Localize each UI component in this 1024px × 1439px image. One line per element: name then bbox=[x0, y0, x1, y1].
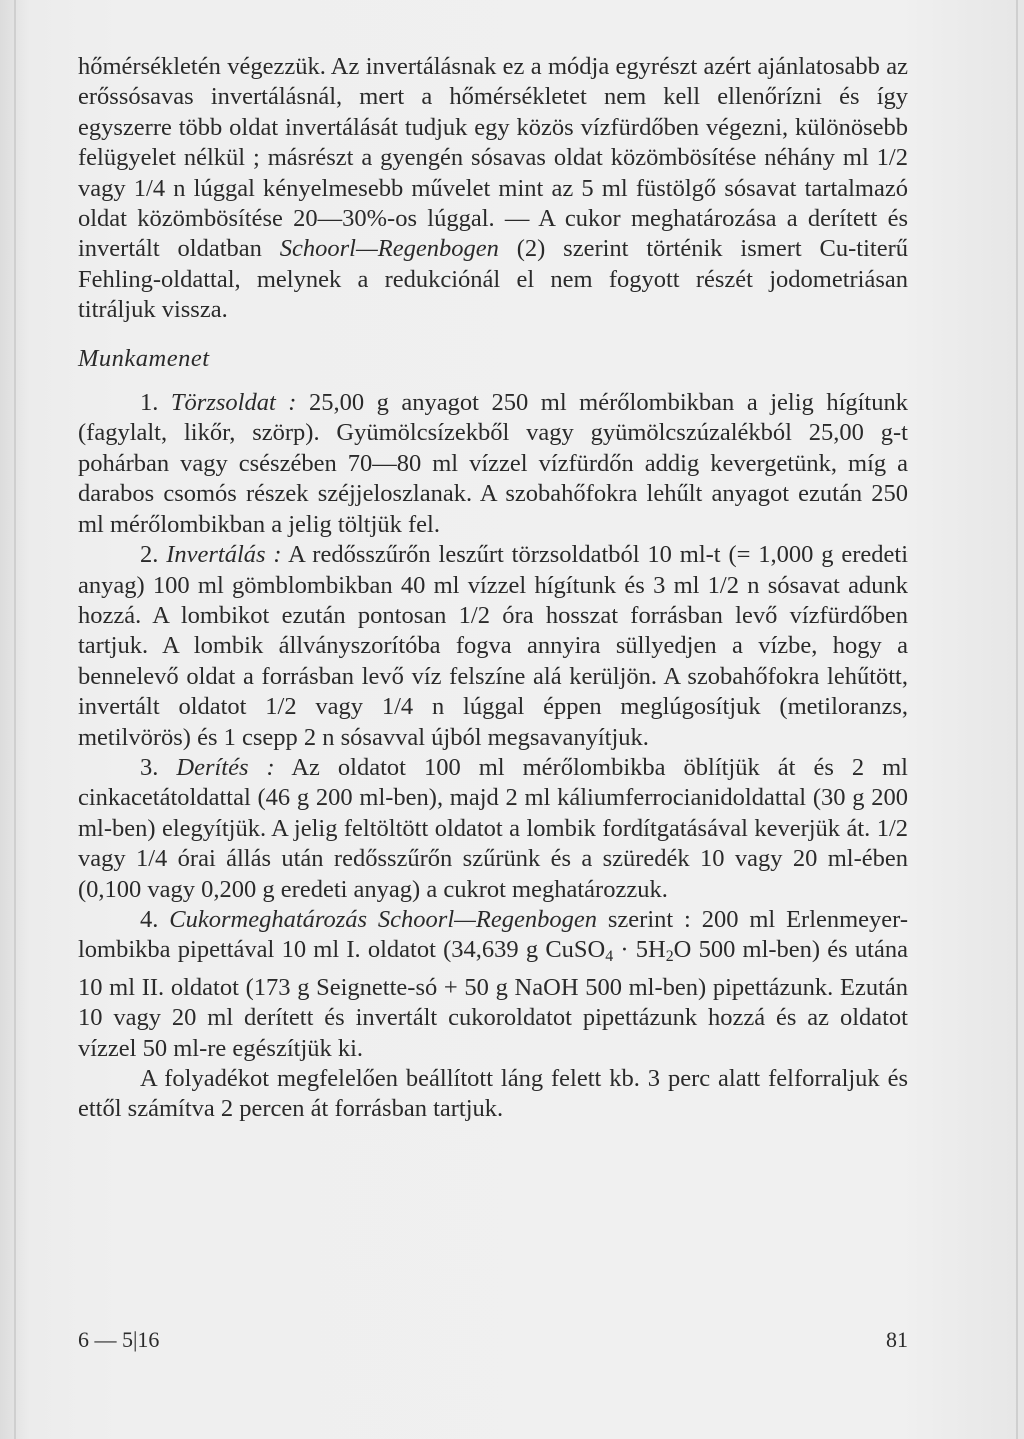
print-signature: 6 — 5|16 bbox=[78, 1327, 160, 1352]
section-heading: Munkamenet bbox=[78, 344, 210, 372]
page-edge-right bbox=[1016, 0, 1018, 1439]
step-title: Invertálás : bbox=[166, 541, 282, 569]
paragraph-intro bbox=[78, 52, 908, 326]
page-footer bbox=[78, 1327, 908, 1357]
subscript: 4 bbox=[605, 948, 614, 966]
paragraph-final: A folyadékot megfelelően beállított láng felett kb. 3 perc alatt felforraljuk és ettől számítva 2 percen át forrásban tartjuk. bbox=[78, 1064, 908, 1123]
step-text: 25,00 g anyagot 250 ml mérőlombikban a jelig hígítunk (fagylalt, likőr, szörp). Gyümölcsízekből vagy gyümölcszúzalékból 25,00 g-t pohárban vagy csészében 70—80 ml vízzel vízfürdőn addig kevergetünk, míg a darabos csomós részek széjjeloszlanak. A szobahőfokra lehűlt anyagot ezután 250 ml mérőlombikban a jelig töltjük fel. bbox=[78, 389, 908, 538]
author-reference: Schoorl—Regenbogen bbox=[279, 235, 499, 263]
step-3-paragraph bbox=[78, 753, 908, 905]
step-number: 3. bbox=[140, 753, 177, 781]
step-1-paragraph bbox=[78, 388, 908, 540]
step-text: O 500 ml-ben) és utána 10 ml II. oldatot (173 g Seignette-só + 50 g NaOH 500 ml-ben) pipettázunk. Ezután 10 vagy 20 ml derített és invertált cukoroldatot pipettázunk hozzá és az oldatot vízzel 50 ml-re egészítjük ki. bbox=[78, 936, 908, 1062]
step-title: Törzsoldat : bbox=[170, 389, 297, 417]
page-edge-left bbox=[14, 0, 16, 1439]
step-number: 1. bbox=[140, 389, 171, 417]
page-number: 81 bbox=[886, 1327, 908, 1352]
step-title: Derítés : bbox=[176, 753, 275, 781]
step-text: Az oldatot 100 ml mérőlombikba öblítjük át és 2 ml cinkacetátoldattal (46 g 200 ml-ben), majd 2 ml káliumferrocianidoldattal (30 g 200 ml-ben) elegyítjük. A jelig feltöltött oldatot a lombik fordítgatásával keverjük át. 1/2 vagy 1/4 órai állás után redősszűrőn szűrünk és a szüredék 10 vagy 20 ml-ében (0,100 vagy 0,200 g eredeti anyag) a cukrot meghatározzuk. bbox=[78, 753, 908, 903]
step-text: · 5H bbox=[613, 936, 666, 964]
step-title: Cukormeghatározás Schoorl—Regenbogen bbox=[169, 905, 598, 933]
step-number: 2. bbox=[140, 541, 167, 569]
step-2-paragraph bbox=[78, 540, 908, 753]
intro-text-2: (2) szerint történik ismert Cu-titerű Fehling-oldattal, melynek a redukciónál el nem fogyott részét jodometriásan titráljuk vissza. bbox=[78, 235, 908, 324]
step-number: 4. bbox=[140, 905, 170, 933]
intro-text-1: hőmérsékletén végezzük. Az invertálásnak ez a módja egyrészt azért ajánlatosabb az erőssósavas invertálásnál, mert a hőmérsékletet nem kell ellenőrízni és így egyszerre több oldat invertálását tudjuk egy közös vízfürdőben végezni, különösebb felügyelet nélkül ; másrészt a gyengén sósavas oldat közömbösítése néhány ml 1/2 vagy 1/4 n lúggal kényelmesebb művelet mint az 5 ml füstölgő sósavat tartalmazó oldat közömbösítése 20—30%-os lúggal. — A cukor meghatározása a derített és invertált oldatban bbox=[78, 53, 908, 263]
step-4-paragraph bbox=[78, 905, 908, 1064]
body-text bbox=[78, 52, 908, 1125]
step-text: A redősszűrőn leszűrt törzsoldatból 10 ml-t (= 1,000 g eredeti anyag) 100 ml gömblombikban 40 ml vízzel hígítunk és 3 ml 1/2 n sósavat adunk hozzá. A lombikot ezután pontosan 1/2 óra hosszat forrásban levő vízfürdőben tartjuk. A lombik állványszorítóba fogva annyira süllyedjen a vízbe, hogy a bennelevő oldat a forrásban levő víz felszíne alá kerüljön. A szobahőfokra lehűtött, invertált oldatot 1/2 vagy 1/4 n lúggal éppen meglúgosítjuk (metiloranzs, metilvörös) és 1 csepp 2 n sósavval újból megsavanyítjuk. bbox=[78, 541, 909, 751]
step-text: szerint : 200 ml Erlenmeyer-lombikba pipettával 10 ml I. oldatot (34,639 g CuSO bbox=[78, 905, 909, 964]
subscript: 2 bbox=[665, 948, 674, 966]
